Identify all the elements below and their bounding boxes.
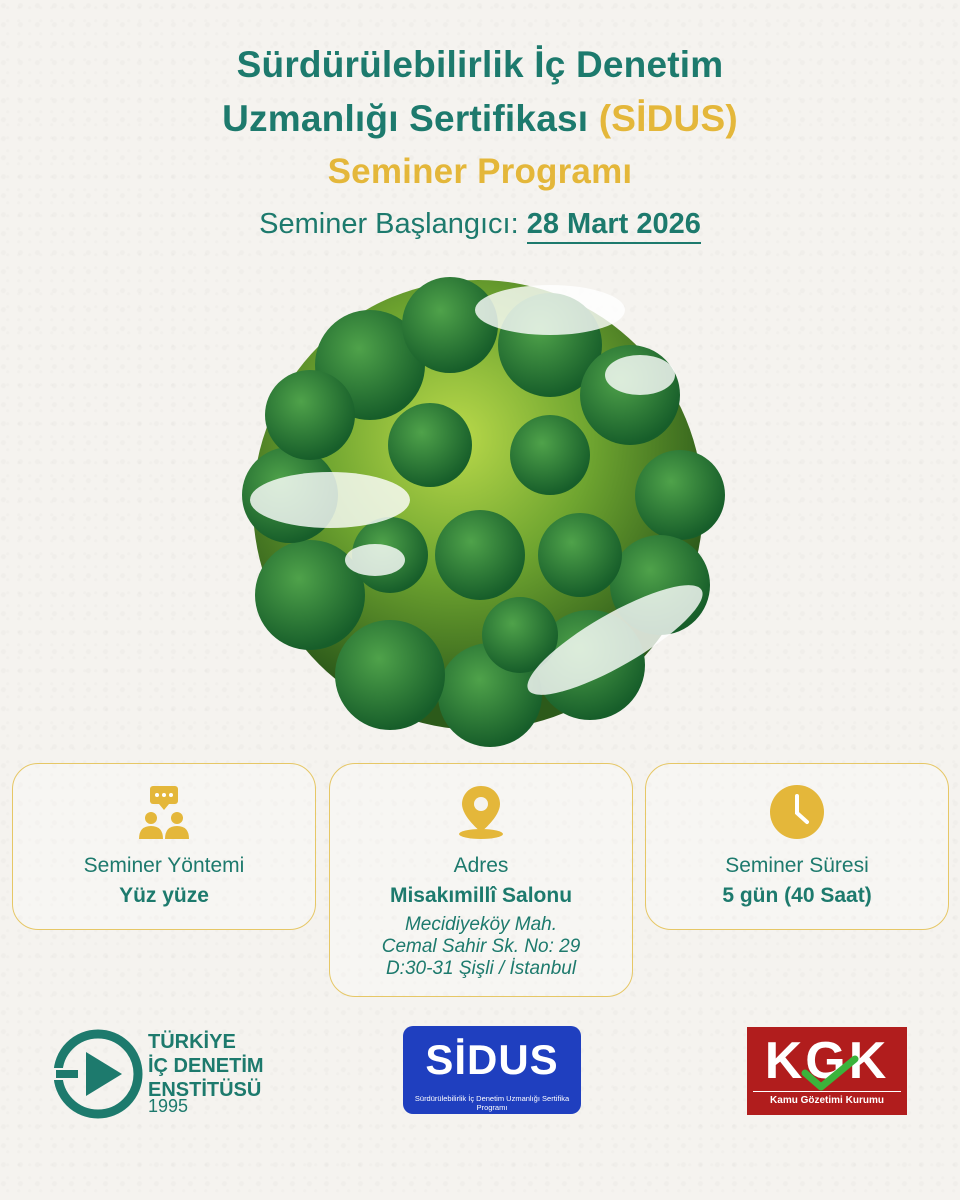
discussion-people-icon (137, 784, 191, 840)
checkmark-icon (799, 1055, 859, 1091)
kgk-logo (747, 1027, 907, 1115)
title-line-2 (0, 98, 960, 140)
sidus-logo (403, 1026, 581, 1114)
card-label: Seminer Yöntemi (83, 854, 245, 877)
sidus-subtitle: Sürdürülebilirlik İç Denetim Uzmanlığı Sertifika Programı (414, 1094, 570, 1112)
card-seminar-method (12, 763, 316, 930)
subtitle: Seminer Programı (327, 152, 633, 191)
card-seminar-duration (645, 763, 949, 930)
start-label: Seminer Başlangıcı: (259, 208, 519, 240)
card-label: Adres (453, 854, 509, 877)
tide-name (148, 1030, 264, 1102)
card-value: 5 gün (40 Saat) (722, 884, 872, 907)
clock-icon (769, 784, 825, 840)
start-date: 28 Mart 2026 (527, 208, 701, 244)
tide-line: ENSTİTÜSÜ (148, 1079, 262, 1101)
tide-line: TÜRKİYE (148, 1031, 236, 1053)
address-text (330, 914, 632, 980)
start-row (0, 208, 960, 241)
tide-line: İÇ DENETİM (148, 1055, 264, 1077)
tide-year: 1995 (148, 1096, 189, 1116)
location-pin-icon (457, 784, 505, 840)
address-line: D:30-31 Şişli / İstanbul (385, 958, 577, 979)
sidus-wordmark: SİDUS (425, 1036, 559, 1083)
title-accent: (SİDUS) (598, 98, 738, 139)
tide-emblem-icon (52, 1028, 144, 1120)
title-line-2-main: Uzmanlığı Sertifikası (222, 98, 589, 139)
tide-logo (52, 1024, 312, 1124)
kgk-subtitle: Kamu Gözetimi Kurumu (770, 1095, 884, 1106)
card-label: Seminer Süresi (725, 854, 869, 877)
address-line: Cemal Sahir Sk. No: 29 (381, 936, 581, 957)
title-line-1: Sürdürülebilirlik İç Denetim (236, 44, 724, 85)
green-globe-image (220, 255, 740, 755)
kgk-divider (753, 1091, 901, 1092)
card-value: Yüz yüze (119, 884, 209, 907)
kgk-wordmark: KGK (764, 1032, 890, 1090)
card-address (329, 763, 633, 997)
card-value: Misakımillî Salonu (389, 884, 573, 907)
address-line: Mecidiyeköy Mah. (404, 914, 558, 935)
